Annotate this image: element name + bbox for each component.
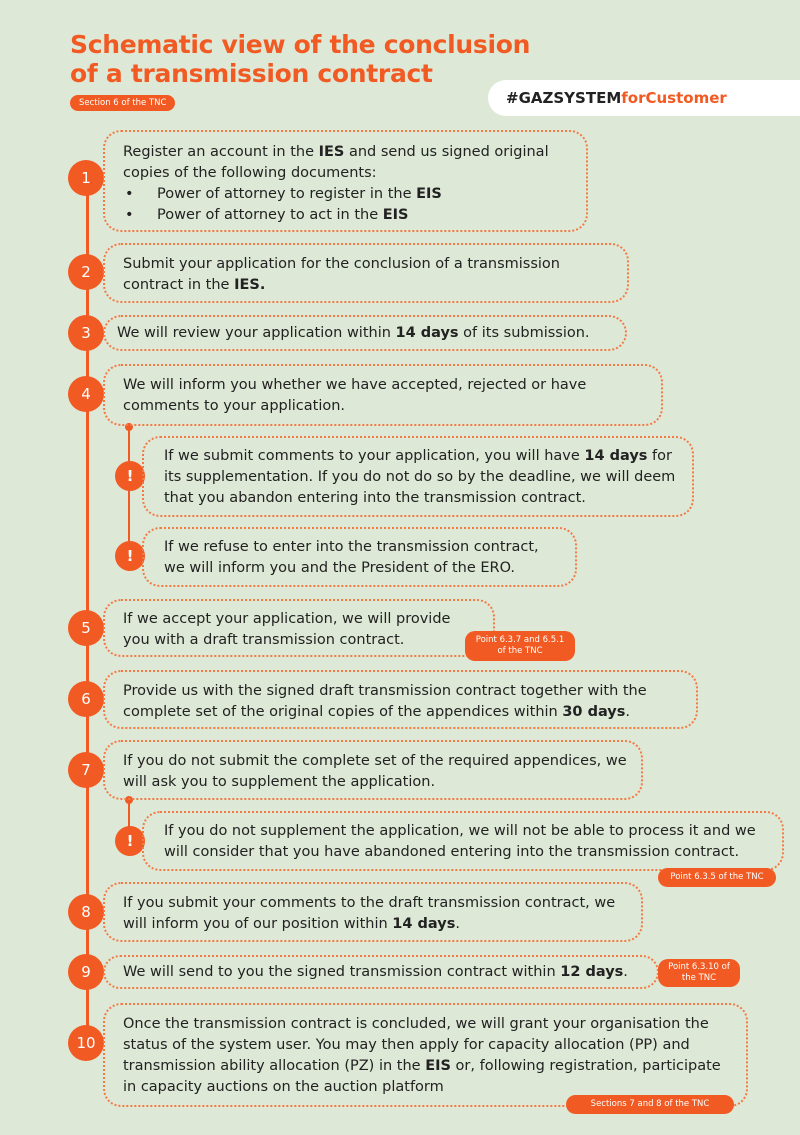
- hashtag-accent: forCustomer: [621, 89, 727, 107]
- reference-tag-step-5: Point 6.3.7 and 6.5.1 of the TNC: [465, 631, 575, 661]
- step-box-5: [103, 599, 495, 657]
- step-text: Provide us with the signed draft transmission contract together with the complete set of the original copies of the appendices within 30 days.: [123, 683, 647, 720]
- note-alert-icon-1: !: [115, 461, 145, 491]
- reference-tag-step-10: Sections 7 and 8 of the TNC: [566, 1095, 734, 1114]
- step-box-8: [103, 882, 643, 942]
- list-item: • Power of attorney to act in the EIS: [123, 205, 572, 226]
- note-text: If we refuse to enter into the transmission contract, we will inform you and the President of the ERO.: [164, 539, 539, 576]
- step-text: We will send to you the signed transmission contract within 12 days.: [123, 964, 628, 980]
- step-bullets: [123, 184, 572, 226]
- page-title-line-1: Schematic view of the conclusion: [70, 30, 531, 59]
- hashtag-banner: [488, 80, 800, 116]
- step-box-2: [103, 243, 629, 303]
- step-text: If you submit your comments to the draft transmission contract, we will inform you of our position within 14 days.: [123, 895, 616, 932]
- step-number-7: 7: [68, 752, 104, 788]
- step-text: If you do not submit the complete set of the required appendices, we will ask you to supplement the application.: [123, 753, 627, 790]
- step-box-4: [103, 364, 663, 426]
- reference-tag-step-9: Point 6.3.10 of the TNC: [658, 959, 740, 987]
- note-box-1: [142, 436, 694, 517]
- step-number-1: 1: [68, 160, 104, 196]
- step-box-10: [103, 1003, 748, 1107]
- step-text: Submit your application for the conclusion of a transmission contract in the IES.: [123, 256, 560, 293]
- reference-tag-note-3: Point 6.3.5 of the TNC: [658, 868, 776, 887]
- step-text: Once the transmission contract is concluded, we will grant your organisation the status of the system user. You may then apply for capacity allocation (PP) and transmission ability allocation (PZ) in the EIS or, following registration, participate in capacity auctions on the auction platform: [123, 1016, 721, 1095]
- step-number-6: 6: [68, 681, 104, 717]
- page-title: [70, 30, 530, 88]
- step-text: We will review your application within 14 days of its submission.: [117, 325, 590, 341]
- step-number-8: 8: [68, 894, 104, 930]
- page-title-line-2: of a transmission contract: [70, 59, 433, 88]
- step-text: We will inform you whether we have accepted, rejected or have comments to your application.: [123, 377, 587, 414]
- step-text: Register an account in the IES and send us signed original copies of the following documents:: [123, 144, 549, 181]
- note-box-3: [142, 811, 784, 871]
- step-number-3: 3: [68, 315, 104, 351]
- hashtag-main: #GAZSYSTEM: [506, 89, 622, 107]
- step-number-4: 4: [68, 376, 104, 412]
- note-alert-icon-2: !: [115, 541, 145, 571]
- step-box-9: [103, 955, 659, 989]
- note-text: If we submit comments to your application, you will have 14 days for its supplementation. If you do not do so by the deadline, we will deem that you abandon entering into the transmission contract.: [164, 448, 676, 506]
- note-alert-icon-3: !: [115, 826, 145, 856]
- section-tag: Section 6 of the TNC: [70, 95, 175, 111]
- step-number-9: 9: [68, 954, 104, 990]
- note-box-2: [142, 527, 577, 587]
- step-number-2: 2: [68, 254, 104, 290]
- step-number-10: 10: [68, 1025, 104, 1061]
- step-box-6: [103, 670, 698, 729]
- step-box-1: [103, 130, 588, 232]
- step-number-5: 5: [68, 610, 104, 646]
- step-box-7: [103, 740, 643, 800]
- list-item: • Power of attorney to register in the EIS: [123, 184, 572, 205]
- note-text: If you do not supplement the application, we will not be able to process it and we will consider that you have abandoned entering into the transmission contract.: [164, 823, 756, 860]
- step-box-3: [103, 315, 627, 351]
- step-text: If we accept your application, we will provide you with a draft transmission contract.: [123, 611, 451, 648]
